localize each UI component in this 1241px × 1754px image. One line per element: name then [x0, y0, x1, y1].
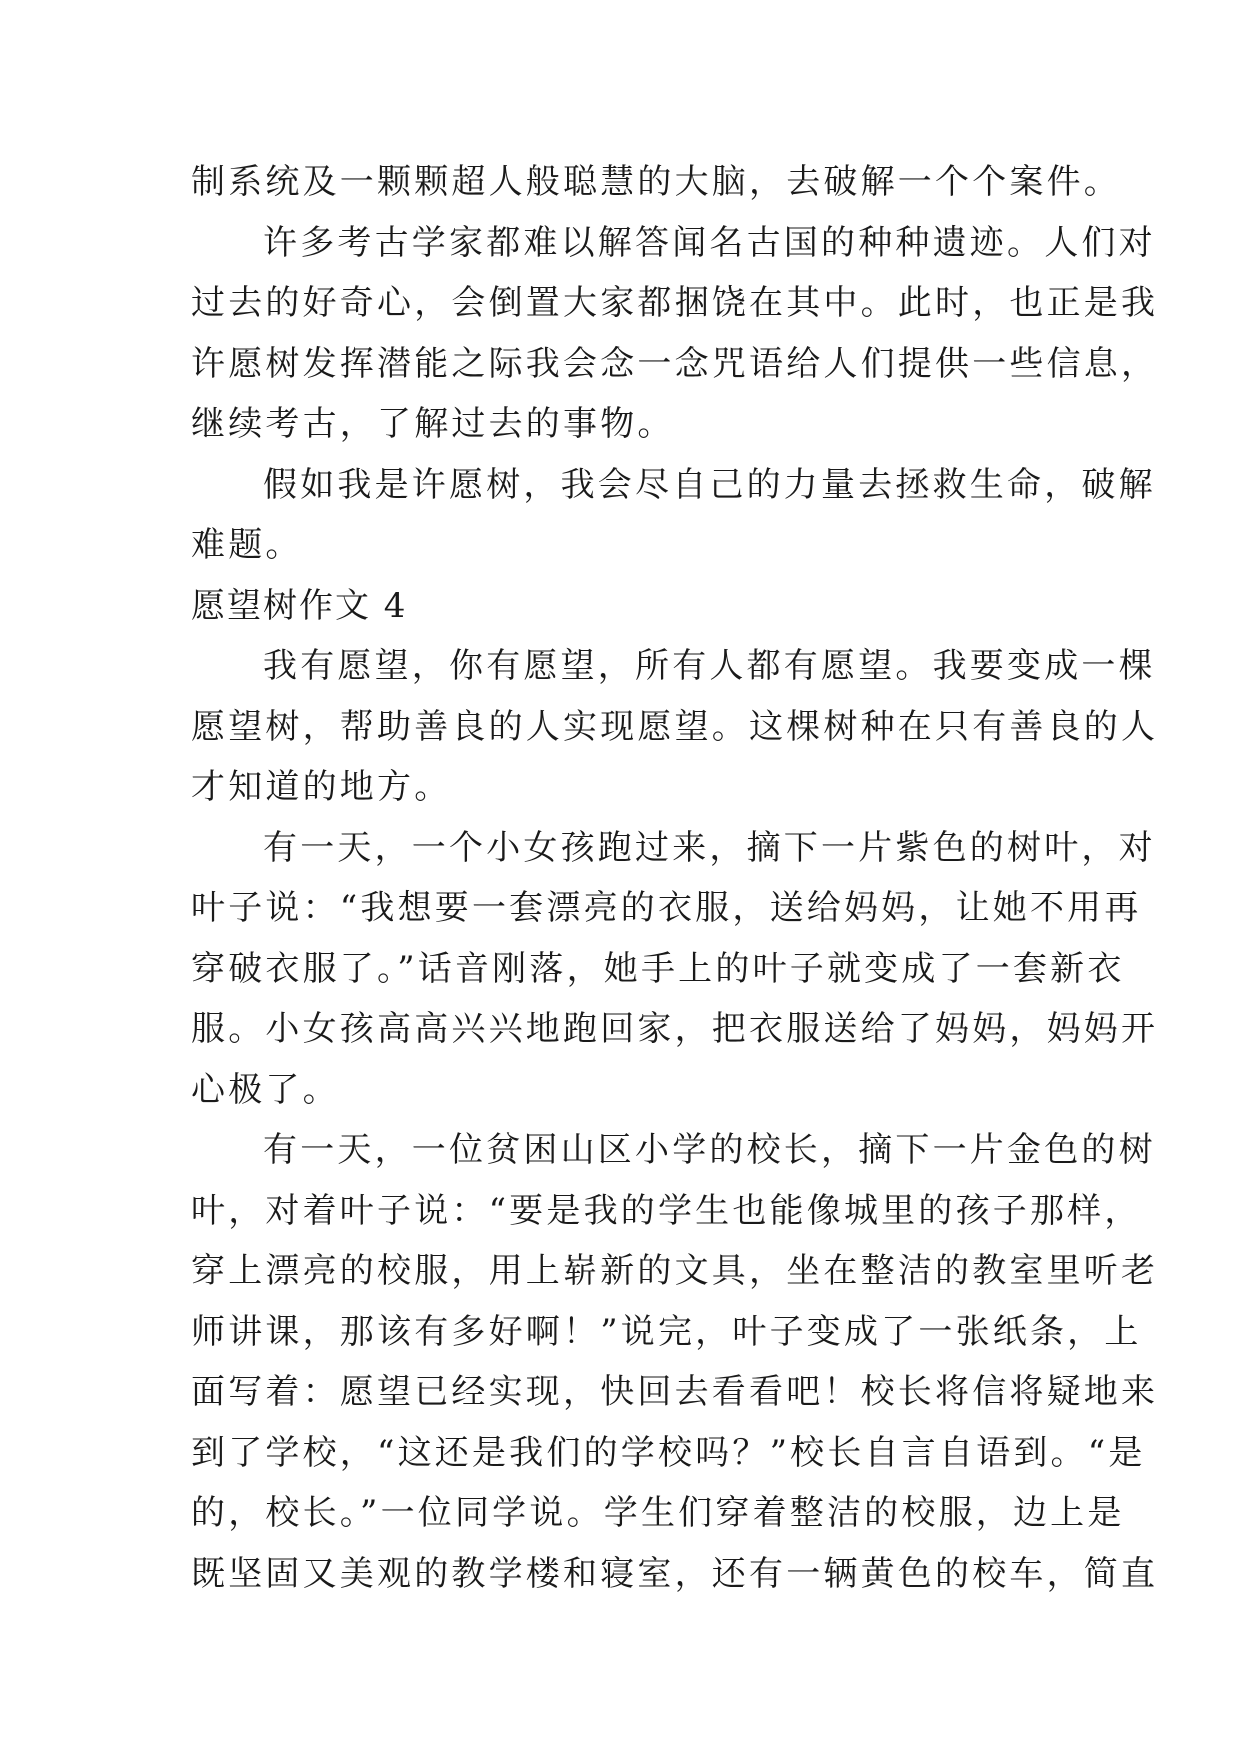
paragraph-line: 才知道的地方。 — [191, 767, 452, 807]
paragraph-line: 师讲课，那该有多好啊！”说完，叶子变成了一张纸条，上 — [191, 1311, 1142, 1352]
essay-text — [191, 152, 1159, 1604]
paragraph-line: 叶子说：“我想要一套漂亮的衣服，送给妈妈，让她不用再 — [191, 888, 1142, 928]
paragraph-line: 面写着：愿望已经实现，快回去看看吧！校长将信将疑地来 — [191, 1372, 1159, 1412]
paragraph-line: 服。小女孩高高兴兴地跑回家，把衣服送给了妈妈，妈妈开 — [191, 1009, 1159, 1049]
paragraph-line: 假如我是许愿树，我会尽自己的力量去拯救生命，破解 — [263, 464, 1156, 505]
paragraph-line: 叶，对着叶子说：“要是我的学生也能像城里的孩子那样， — [191, 1190, 1142, 1231]
paragraph-line: 许多考古学家都难以解答闻名古国的种种遗迹。人们对 — [263, 222, 1156, 263]
paragraph-line: 的，校长。”一位同学说。学生们穿着整洁的校服，边上是 — [191, 1493, 1125, 1533]
paragraph-line: 我有愿望，你有愿望，所有人都有愿望。我要变成一棵 — [263, 646, 1156, 686]
paragraph-line: 继续考古，了解过去的事物。 — [191, 404, 675, 444]
paragraph-line: 穿上漂亮的校服，用上崭新的文具，坐在整洁的教室里听老 — [191, 1251, 1159, 1291]
paragraph-line: 难题。 — [191, 525, 303, 565]
paragraph-line: 心极了。 — [191, 1069, 340, 1110]
paragraph-line: 穿破衣服了。”话音刚落，她手上的叶子就变成了一套新衣 — [191, 948, 1125, 989]
paragraph-line: 许愿树发挥潜能之际我会念一念咒语给人们提供一些信息， — [191, 343, 1159, 384]
paragraph-line: 有一天，一个小女孩跑过来，摘下一片紫色的树叶，对 — [263, 827, 1156, 868]
paragraph-line: 既坚固又美观的教学楼和寝室，还有一辆黄色的校车，简直 — [191, 1553, 1159, 1594]
paragraph-line: 有一天，一位贫困山区小学的校长，摘下一片金色的树 — [263, 1130, 1156, 1170]
section-heading: 愿望树作文 4 — [191, 585, 408, 626]
paragraph-line: 到了学校，“这还是我们的学校吗？”校长自言自语到。“是 — [191, 1432, 1146, 1473]
paragraph-line: 愿望树，帮助善良的人实现愿望。这棵树种在只有善良的人 — [191, 706, 1159, 747]
paragraph-line: 制系统及一颗颗超人般聪慧的大脑，去破解一个个案件。 — [191, 162, 1121, 202]
paragraph-line: 过去的好奇心，会倒置大家都捆饶在其中。此时，也正是我 — [191, 283, 1159, 323]
